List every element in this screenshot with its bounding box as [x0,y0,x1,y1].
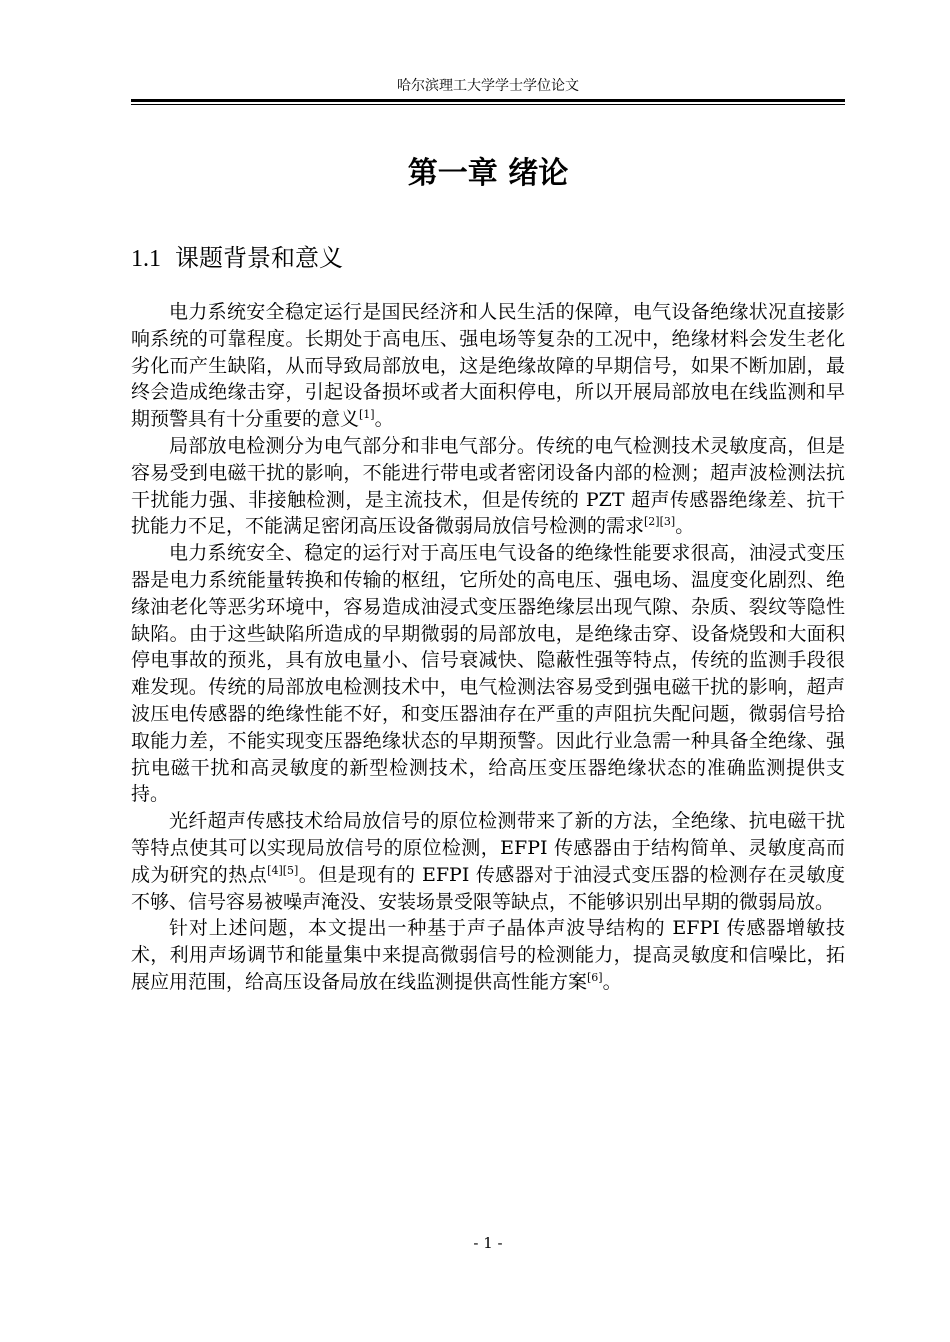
paragraph-text: 电力系统安全、稳定的运行对于高压电气设备的绝缘性能要求很高，油浸式变压器是电力系统能量转换和传输的枢纽，它所处的高电压、强电场、温度变化剧烈、绝缘油老化等恶劣环境中，容易造成油浸式变压器绝缘层出现气隙、杂质、裂纹等隐性缺陷。由于这些缺陷所造成的早期微弱的局部放电，是绝缘击穿、设备烧毁和大面积停电事故的预兆，具有放电量小、信号衰减快、隐蔽性强等特点，传统的监测手段很难发现。传统的局部放电检测技术中，电气检测法容易受到强电磁干扰的影响，超声波压电传感器的绝缘性能不好，和变压器油存在严重的声阻抗失配问题，微弱信号拾取能力差，不能实现变压器绝缘状态的早期预警。因此行业急需一种具备全绝缘、强抗电磁干扰和高灵敏度的新型检测技术，给高压变压器绝缘状态的准确监测提供支持。 [131,542,845,806]
body-text [131,299,845,996]
paragraph-text: 电力系统安全稳定运行是国民经济和人民生活的保障，电气设备绝缘状况直接影响系统的可靠程度。长期处于高电压、强电场等复杂的工况中，绝缘材料会发生老化劣化而产生缺陷，从而导致局部放电，这是绝缘故障的早期信号，如果不断加剧，最终会造成绝缘击穿，引起设备损坏或者大面积停电，所以开展局部放电在线监测和早期预警具有十分重要的意义 [131,301,845,431]
citation: [2][3] [644,515,676,529]
citation: [6] [587,970,603,984]
section-title: 课题背景和意义 [175,244,343,272]
header-rule-thick [131,99,845,102]
paragraph-end: 。 [602,970,622,993]
paragraph-end: 。但是现有的 EFPI 传感器对于油浸式变压器的检测存在灵敏度不够、信号容易被噪声淹没、安装场景受限等缺点，不能够识别出早期的微弱局放。 [131,863,845,913]
paragraph-1 [131,299,845,433]
paragraph-end: 。 [675,515,695,538]
paragraph-4 [131,808,845,915]
running-header: 哈尔滨理工大学学士学位论文 [397,78,579,94]
paragraph-text: 光纤超声传感技术给局放信号的原位检测带来了新的方法，全绝缘、抗电磁干扰等特点使其可以实现局放信号的原位检测，EFPI 传感器由于结构简单、灵敏度高而成为研究的热点 [131,810,845,886]
chapter-title: 第一章 绪论 [407,156,569,191]
paragraph-end: 。 [374,408,394,431]
citation: [1] [359,408,375,422]
section-heading [131,240,845,277]
paragraph-text: 针对上述问题，本文提出一种基于声子晶体声波导结构的 EFPI 传感器增敏技术，利用声场调节和能量集中来提高微弱信号的检测能力，提高灵敏度和信噪比，拓展应用范围，给高压设备局放在线监测提供高性能方案 [131,917,845,993]
header-rule-thin [131,104,845,105]
paragraph-2 [131,433,845,540]
paragraph-3 [131,540,845,808]
page-number: - 1 - [473,1234,503,1252]
section-number: 1.1 [131,246,161,272]
paragraph-text: 局部放电检测分为电气部分和非电气部分。传统的电气检测技术灵敏度高，但是容易受到电磁干扰的影响，不能进行带电或者密闭设备内部的检测；超声波检测法抗干扰能力强、非接触检测，是主流技术，但是传统的 PZT 超声传感器绝缘差、抗干扰能力不足，不能满足密闭高压设备微弱局放信号检测的需求 [131,434,845,538]
citation: [4][5] [267,863,299,877]
paragraph-5 [131,915,845,995]
